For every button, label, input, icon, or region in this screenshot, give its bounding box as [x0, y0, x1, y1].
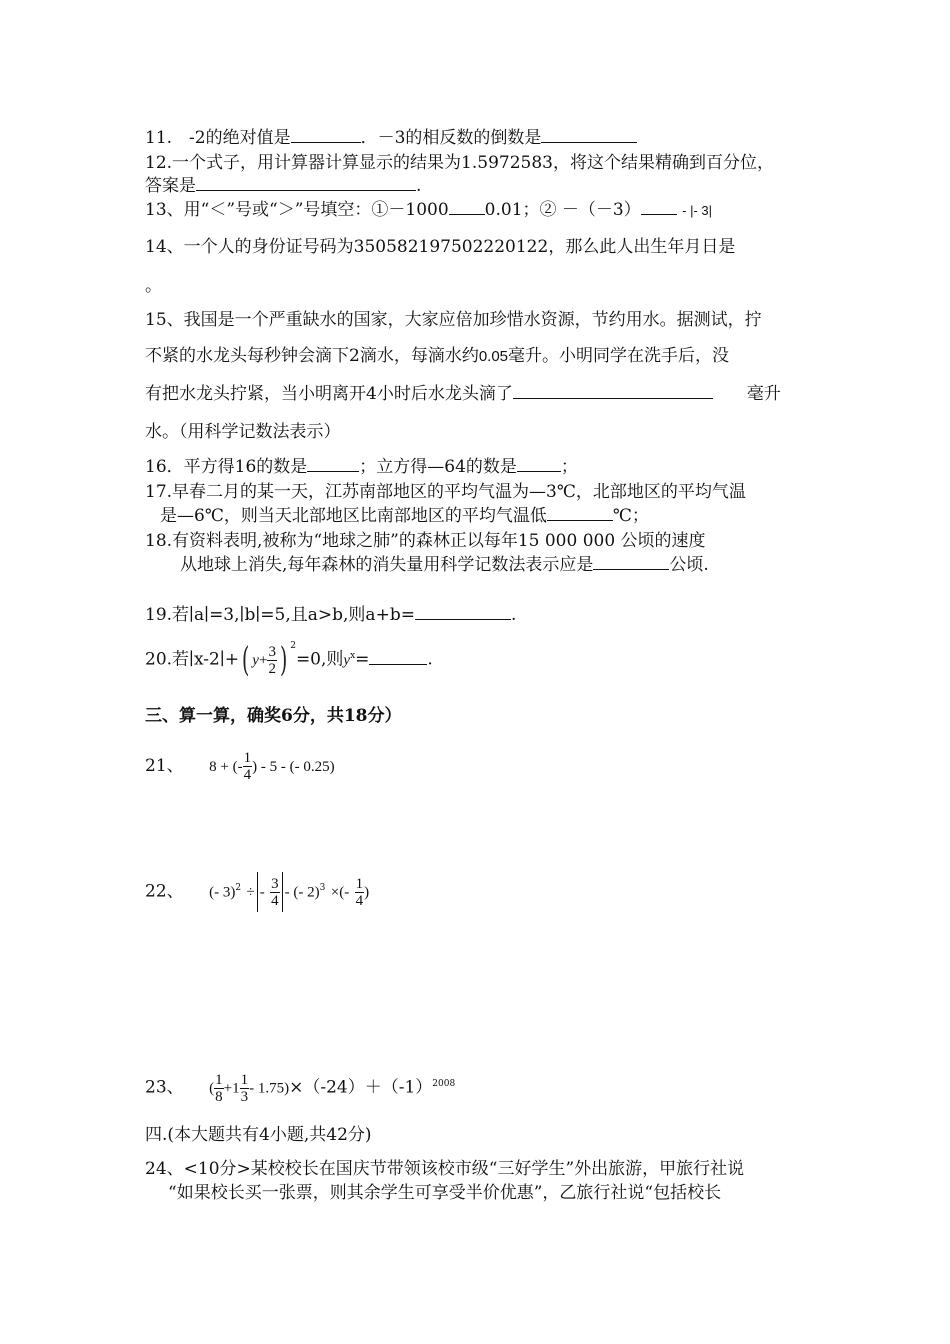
answer-blank — [369, 649, 427, 665]
q20-exp: 2 — [290, 641, 296, 651]
numerator: 1 — [243, 750, 252, 766]
q16-c: ； — [560, 457, 578, 477]
q23-exp: 2008 — [432, 1079, 456, 1089]
question-18-line1: 18.有资料表明,被称为“地球之肺”的森林正以每年15 000 000 公顷的速度 — [145, 531, 706, 551]
q11-text-b: ．－3的相反数的倒数是 — [360, 128, 542, 148]
numerator: 1 — [215, 1071, 223, 1088]
q22-exp2: 3 — [319, 883, 326, 893]
denominator: 4 — [271, 892, 279, 909]
q23-label: 23、 — [145, 1077, 176, 1098]
q16-b: ；立方得—64的数是 — [359, 457, 517, 477]
left-paren: ( — [242, 640, 250, 681]
q20-end: . — [427, 649, 433, 670]
q20-plus: + — [258, 652, 268, 669]
q15-line3b: 毫升 — [746, 384, 781, 404]
question-13 — [145, 199, 712, 222]
q15-line3a: 有把水龙头拧紧，当小明离开4小时后水龙头滴了 — [145, 384, 513, 404]
answer-blank — [291, 127, 361, 143]
question-14-line1: 14、一个人的身份证号码为350582197502220122，那么此人出生年月日是 — [145, 237, 736, 257]
q12-label: 答案是 — [145, 176, 196, 196]
question-12-line2 — [145, 175, 421, 197]
q21-a: 8 + (- — [209, 759, 243, 775]
q22-d: - (- 2) — [284, 884, 320, 901]
q15-line2b: 毫升。小明同学在洗手后，没 — [508, 346, 730, 366]
question-22 — [145, 866, 369, 915]
q20-yx: y — [343, 652, 351, 669]
section-4-title: 四.(本大题共有4小题,共42分) — [145, 1125, 372, 1145]
section-3-title: 三、算一算，确奖6分，共18分） — [145, 706, 402, 726]
fraction-3-4 — [270, 876, 280, 909]
q22-exp1: 2 — [235, 883, 242, 893]
denominator: 8 — [215, 1088, 223, 1105]
q22-c: - — [259, 884, 265, 901]
question-17-line2 — [160, 505, 649, 527]
abs-bar-right — [282, 872, 283, 912]
abs-bar-left — [257, 872, 258, 912]
denominator: 3 — [240, 1088, 249, 1105]
right-paren: ) — [279, 640, 288, 681]
q17-line2b: ℃； — [612, 506, 649, 526]
question-17-line1: 17.早春二月的某一天，江苏南部地区的平均气温为—3℃，北部地区的平均气温 — [145, 482, 746, 502]
answer-blank — [196, 175, 416, 191]
q21-b: ) - 5 - (- 0.25) — [252, 759, 335, 775]
q13-mid: 0.01；② －（－3） — [484, 200, 641, 220]
numerator: 1 — [355, 875, 364, 892]
q19-text: 19.若∣a∣=3,∣b∣=5,且a>b,则a+b= — [145, 605, 415, 625]
q23-a: ( — [209, 1080, 215, 1097]
q12-end: . — [416, 176, 422, 196]
answer-blank — [593, 554, 669, 570]
numerator: 3 — [268, 643, 276, 660]
q20-y: y — [252, 652, 259, 669]
question-19 — [145, 604, 516, 626]
answer-blank — [307, 456, 359, 472]
question-23 — [145, 1062, 455, 1111]
question-18-line2 — [180, 554, 709, 576]
question-11 — [145, 127, 637, 149]
denominator: 4 — [355, 892, 364, 909]
fraction-1-3 — [240, 1072, 250, 1105]
q21-label: 21、 — [145, 756, 176, 776]
question-21 — [145, 746, 335, 787]
q20-xexp: x — [350, 651, 356, 661]
question-12-line1: 12.一个式子，用计算器计算显示的结果为1.5972583，将这个结果精确到百分位， — [145, 153, 774, 173]
answer-blank — [449, 199, 485, 215]
q23-c: - 1.75) — [249, 1080, 290, 1097]
question-15-line2 — [145, 345, 729, 368]
q19-end: . — [510, 605, 517, 625]
question-14-line2: 。 — [145, 276, 162, 296]
q13-tail: - |- 3| — [682, 203, 713, 218]
q22-a: (- 3) — [209, 884, 236, 901]
q15-line2a: 不紧的水龙头每秒钟会滴下2滴水，每滴水约 — [145, 346, 479, 366]
answer-blank — [517, 456, 561, 472]
question-15-line3 — [145, 383, 781, 405]
q15-value: 0.05 — [478, 348, 509, 365]
q18-line2a: 从地球上消失,每年森林的消失量用科学记数法表示应是 — [180, 555, 594, 575]
q23-b: +1 — [223, 1080, 240, 1097]
numerator: 3 — [271, 875, 279, 892]
q18-line2b: 公顷. — [669, 555, 709, 575]
answer-blank — [641, 199, 677, 215]
question-15-line4: 水。（用科学记数法表示） — [145, 422, 341, 442]
numerator: 1 — [240, 1071, 249, 1088]
denominator: 4 — [243, 767, 252, 783]
q20-b: =0,则 — [295, 649, 344, 670]
fraction-1-4 — [243, 750, 253, 783]
question-16 — [145, 456, 578, 478]
fraction-1-4 — [355, 876, 365, 909]
q17-line2a: 是—6℃，则当天北部地区比南部地区的平均气温低 — [160, 506, 547, 526]
question-24-line2: “如果校长买一张票，则其余学生可享受半价优惠”，乙旅行社说“包括校长 — [168, 1183, 722, 1203]
answer-blank — [513, 383, 713, 399]
question-24-line1: 24、<10分>某校校长在国庆节带领该校市级“三好学生”外出旅游，甲旅行社说 — [145, 1159, 745, 1179]
q20-a: 20.若∣x-2∣+ — [145, 649, 240, 670]
q22-e: ×(- — [330, 884, 350, 901]
q16-a: 16．平方得16的数是 — [145, 457, 308, 477]
q13-text: 13、用“＜”号或“＞”号填空：①－1000 — [145, 200, 449, 220]
q11-text-a: 11. -2的绝对值是 — [145, 128, 291, 148]
q20-c: = — [355, 649, 370, 670]
q22-b: ÷ — [246, 884, 255, 901]
answer-blank — [415, 604, 511, 620]
answer-blank — [547, 505, 613, 521]
denominator: 2 — [268, 660, 276, 677]
question-15-line1: 15、我国是一个严重缺水的国家，大家应倍加珍惜水资源，节约用水。据测试，拧 — [145, 310, 762, 330]
fraction-1-8 — [214, 1072, 224, 1105]
q22-label: 22、 — [145, 881, 176, 902]
answer-blank — [541, 127, 637, 143]
q23-d: ×（-24）＋（-1） — [289, 1077, 433, 1098]
q22-f: ) — [364, 884, 370, 901]
question-20 — [145, 634, 433, 683]
fraction-3-2 — [267, 644, 277, 677]
